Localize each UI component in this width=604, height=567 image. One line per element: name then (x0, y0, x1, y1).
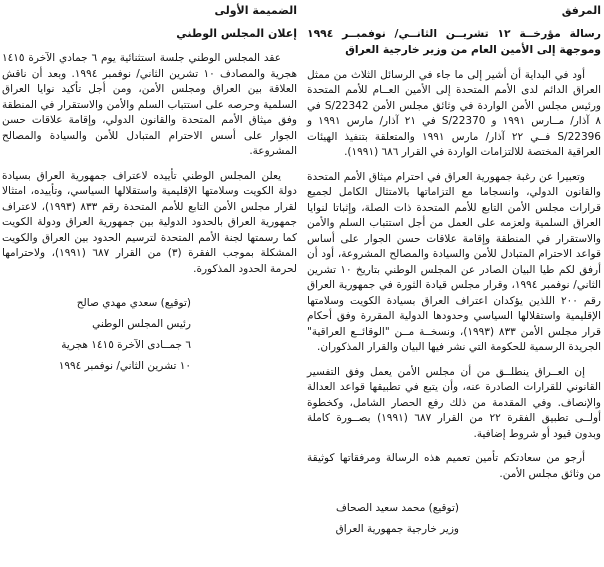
declaration-signature-name: (توقيع) سعدي مهدي صالح (76, 297, 191, 309)
letter-paragraph-1: أود في البداية أن أشير إلى ما جاء في الرسائل الثلاث من ممثل العراق الدائم لدى الأمم المتحدة إلى الأمين العــام للأمم المتحدة ورئيس مجلس الأمن الواردة في وثائق مجلس الأمن S/22342 في ٨ آذار/ مــارس ١٩٩١ و S/22370 في ٢١ آذار/ مارس ١٩٩١ و S/22396 فــي ٢٢ آذار/ مارس ١٩٩١ والمتعلقة بتنفيذ الهيئات العراقية المختصة للالتزامات الواردة في القرار ٦٨٦ (١٩٩١). (307, 68, 602, 158)
declaration-date-hijri: ٦ جمــادى الآخرة ١٤١٥ هجرية (61, 339, 191, 351)
declaration-signature-title: رئيس المجلس الوطني (92, 318, 191, 330)
letter-signature-block (307, 498, 459, 540)
annex-heading: الضميمة الأولى (214, 4, 297, 17)
letter-paragraph-3: إن العــراق ينطلــق من أن مجلس الأمن يعمل وفق التفسير القانوني للقرارات الصادرة عنه، وأن يتبع في تطبيقها قواعد العدالة والإنصاف. وفي المقدمة من ذلك رفع الحصار الشامل، وكخطوة أولــى تطبيق الفقرة ٢٢ من القرار ٦٨٧ (١٩٩١) بصــورة كاملة وبدون قيود أو شروط إضافية. (307, 365, 601, 440)
declaration-signature-block (2, 293, 191, 377)
declaration-paragraph-1: عقد المجلس الوطني جلسة استثنائية يوم ٦ جمادي الآخرة ١٤١٥ هجرية والمصادف ١٠ تشرين الثاني/ نوفمبر ١٩٩٤. وبعد أن ناقش العلاقة بين العراق ومجلس الأمن، ومن أجل تأكيد نوايا العراق السلمية وحرصه على استتباب السلم والأمن والاستقرار في المنطقة وفق ميثاق الأمم المتحدة والقانون الدولي، وإقامة علاقات حسن الجوار على أسس الاحترام المتبادل للأمن والسيادة والمصالح المشروعة. (2, 52, 297, 157)
letter-paragraph-4: أرجو من سعادتكم تأمين تعميم هذه الرسالة ومرفقاتها كوثيقة من وثائق مجلس الأمن. (307, 452, 601, 480)
declaration-paragraph-2: يعلن المجلس الوطني تأييده لاعتراف جمهورية العراق بسيادة دولة الكويت وسلامتها الإقليمية واستقلالها السياسي، وتأييده، امتثالا لقرار مجلس الأمن التابع للأمم المتحدة رقم ٨٣٣ (١٩٩٣)، لاعتراف جمهورية العراق بالحدود الدولية بين جمهورية العراق ودولة الكويت كما رسمتها لجنة الأمم المتحدة لترسيم الحدود بين العراق والكويت المشكلة بموجب الفقرة (٣) من القرار ٦٨٧ (١٩٩١)، ولاحترامها لحرمة الحدود المذكورة. (2, 169, 297, 275)
attachment-heading: المرفق (561, 4, 601, 17)
letter-title: رسالة مؤرخــة ١٢ تشريــن الثانــي/ نوفمبــر ١٩٩٤ وموجهة إلى الأمين العام من وزير خارجية العراق (307, 26, 601, 56)
letter-paragraph-2: وتعبيرا عن رغبة جمهورية العراق في احترام ميثاق الأمم المتحدة والقانون الدولي، وانسجاما مع التزاماتها بالامتثال الكامل لجميع قرارات مجلس الأمن التابع للأمم المتحدة ذات الصلة، وإثباتا لنوايا العراق السلمية ولعزمه على العمل من أجل استتباب السلم والأمن والاستقرار في المنطقة وإقامة علاقات حسن الجوار على أساس قواعد الاحترام المتبادل للأمن والسيادة والمصالح المشروعة، أود أن أرفق لكم طيا البيان الصادر عن المجلس الوطني بتاريخ ١٠ تشرين الثاني/ نوفمبر ١٩٩٤، وقرار مجلس قيادة الثورة في جمهورية العراق رقم ٢٠٠ اللذين يؤكدان اعتراف العراق بسيادة الكويت وسلامتها الإقليمية واستقلالها السياسي وحدودها الدولية المقررة وفق أحكام قرار مجلس الأمن ٨٣٣ (١٩٩٣)، ونسخــة مــن "الوقائــع العراقية" الجريدة الرسمية للحكومة التي نشر فيها البيان والقرار المذكوران. (307, 170, 601, 353)
declaration-title: إعلان المجلس الوطني (176, 26, 297, 40)
declaration-date-gregorian: ١٠ تشرين الثاني/ نوفمبر ١٩٩٤ (58, 360, 191, 372)
annex-column (2, 3, 297, 377)
letter-signature-name: (توقيع) محمد سعيد الصحاف (336, 502, 459, 514)
attachment-letter-column (307, 3, 601, 540)
letter-signature-title: وزير خارجية جمهورية العراق (335, 523, 459, 535)
